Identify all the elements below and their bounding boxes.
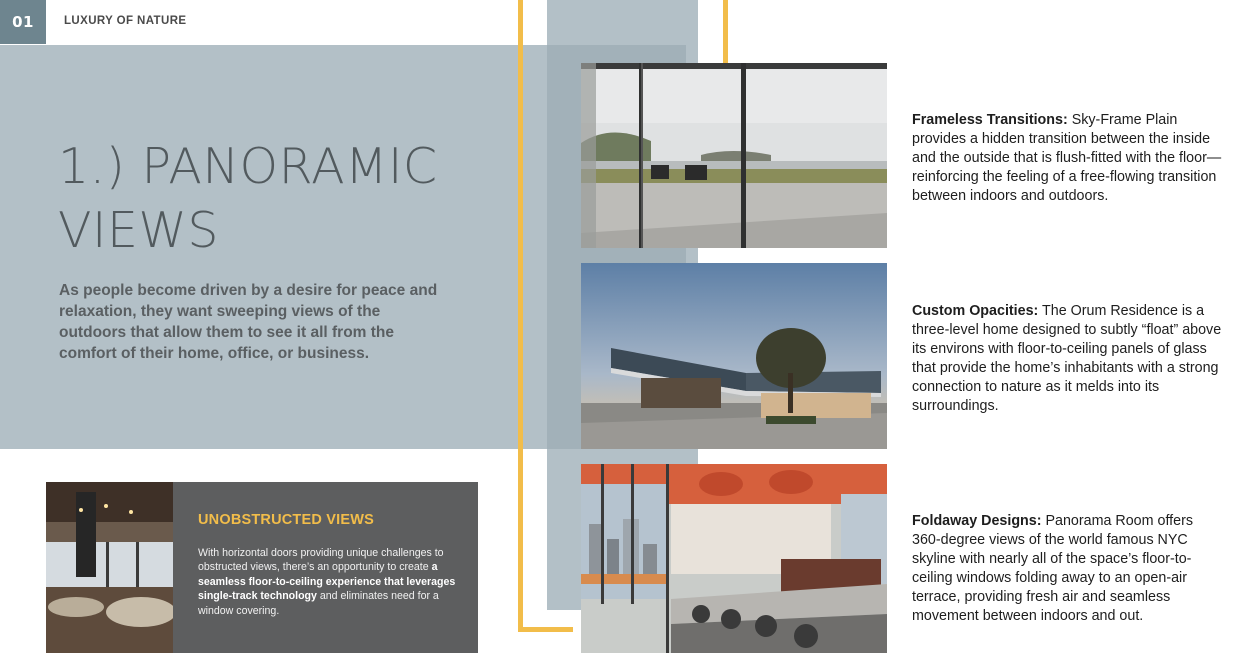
feature-text: Panorama Room offers 360-degree views of the world famous NYC skyline with nearly all of the space’s floor-to-ceiling windows folding away to an open-air terrace, providing fresh air and seamless movement between indoors and out. (912, 513, 1194, 624)
card-text-end: and eliminates need for a window covering. (198, 590, 439, 617)
card-text-bold: a seamless floor-to-ceiling experience that leverages single-track technology (198, 561, 456, 603)
title-line-1: 1.) PANORAMIC (58, 138, 438, 195)
feature-heading: Custom Opacities: (912, 303, 1039, 319)
feature-text: The Orum Residence is a three-level home designed to subtly “float” above its environs with floor-to-ceiling panels of glass that provide the home’s inhabitants with a strong connection to nature as it melds into its surroundings. (912, 303, 1222, 414)
page-title (58, 135, 498, 263)
feature-heading: Frameless Transitions: (912, 112, 1068, 128)
gold-line-left (518, 0, 523, 632)
feature-caption (912, 111, 1222, 206)
card-body (198, 546, 460, 618)
section-label: LUXURY OF NATURE (64, 15, 187, 27)
page-number: 01 (12, 13, 34, 31)
feature-text: Sky-Frame Plain provides a hidden transition between the inside and the outside that is flush-fitted with the floor—reinforcing the feeling of a free-flowing transition between indoors and outdoors. (912, 112, 1222, 204)
unobstructed-views-card (46, 482, 478, 653)
page-number-badge (0, 0, 46, 44)
living-room-photo (46, 482, 173, 653)
panorama-room-photo (581, 464, 887, 653)
orum-residence-photo (581, 263, 887, 449)
title-line-2: VIEWS (58, 202, 219, 259)
frameless-room-photo (581, 63, 887, 248)
feature-caption (912, 302, 1222, 416)
gold-line-bottom (518, 627, 573, 632)
feature-heading: Foldaway Designs: (912, 513, 1042, 529)
feature-caption (912, 512, 1222, 626)
card-text-intro: With horizontal doors providing unique challenges to obstructed views, there’s an opportunity to create (198, 547, 444, 574)
intro-paragraph: As people become driven by a desire for peace and relaxation, they want sweeping views of the outdoors that allow them to see it all from the comfort of their home, office, or business. (59, 282, 438, 362)
gold-line-right (723, 0, 728, 70)
card-title: UNOBSTRUCTED VIEWS (198, 512, 374, 528)
